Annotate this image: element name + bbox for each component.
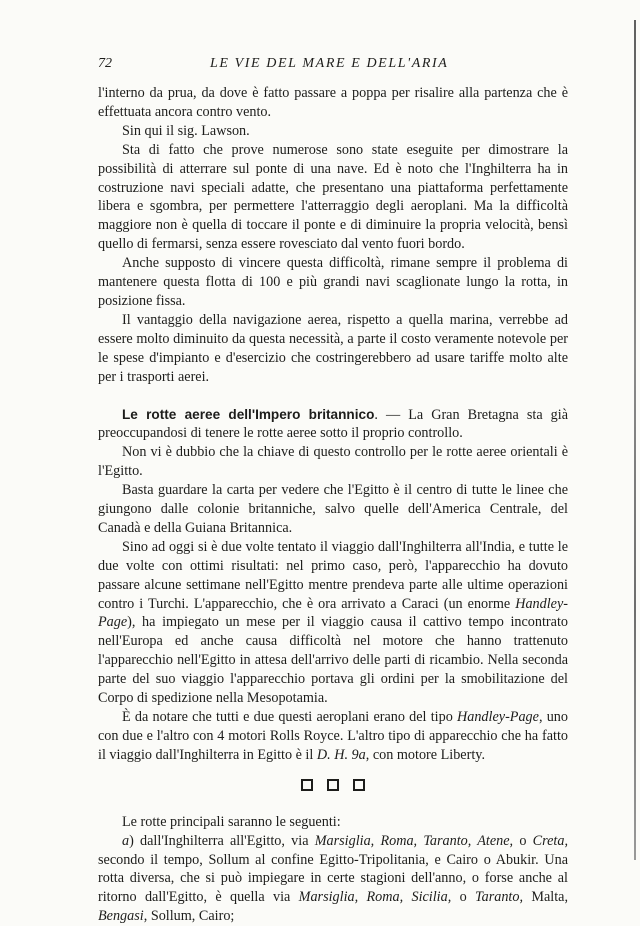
italic-run: Creta, bbox=[532, 832, 568, 849]
text-run: o bbox=[513, 832, 533, 849]
text-run: , con motore Liberty. bbox=[365, 746, 485, 763]
square-ornament-icon bbox=[353, 779, 365, 791]
text-run: ), ha impiegato un mese per il viaggio causa il cattivo tempo incontrato nell'Europa ed anche causa difficoltà nel motore che hanno trattenuto l'apparecchio nell'Egitto in attesa dell'arrivo delle parti di ricambio. Nella seconda parte del suo viaggio l'apparecchio portava gli ordini per la smobilitazione del Corpo di spedizione nella Mesopotamia. bbox=[98, 614, 568, 707]
italic-run: Marsiglia, Roma, Taranto, Atene, bbox=[314, 832, 514, 849]
paragraph: Anche supposto di vincere questa difficoltà, rimane sempre il problema di mantenere questa flotta di 100 e più grandi navi scaglionate lungo la rotta, in posizione fissa. bbox=[98, 255, 568, 309]
paragraph bbox=[98, 538, 568, 708]
italic-run: Bengasi bbox=[98, 908, 144, 925]
italic-run: Marsiglia, Roma, Sicilia, bbox=[298, 889, 452, 906]
text-run: ) dall'Inghilterra all'Egitto, via bbox=[129, 832, 315, 849]
paragraph: l'interno da prua, da dove è fatto passare a poppa per risalire alla partenza che è effettuata ancora contro vento. bbox=[98, 85, 568, 120]
italic-run: Handley-Page bbox=[457, 709, 539, 725]
page-edge-shadow bbox=[634, 20, 636, 860]
section-title: Le rotte aeree dell'Impero britannico bbox=[122, 406, 375, 422]
text-run: È da notare che tutti e due questi aeroplani erano del tipo bbox=[122, 709, 457, 725]
text-run: Sino ad oggi si è due volte tentato il viaggio dall'Inghilterra all'India, e tutte le due volte con ottimi risultati: nel primo caso, però, l'apparecchio ha dovuto passare alcune settimane nell'Egitto mentre prendeva parte alle ultime operazioni contro i Turchi. L'apparecchio, che è ora arrivato a Caraci (un enorme bbox=[98, 538, 568, 612]
page-body bbox=[98, 84, 568, 926]
italic-run: Handley-Page bbox=[98, 595, 568, 631]
paragraph bbox=[98, 708, 568, 765]
running-title: LE VIE DEL MARE E DELL'ARIA bbox=[210, 56, 449, 71]
route-label: a bbox=[122, 832, 130, 849]
paragraph: Basta guardare la carta per vedere che l'Egitto è il centro di tutte le linee che giungono dalle colonie britanniche, salvo quelle dell'America Centrale, del Canadà e della Guiana Britannica. bbox=[98, 482, 568, 536]
italic-run: Taranto, bbox=[475, 889, 524, 906]
text-run: , uno con due e l'altro con 4 motori Rolls Royce. L'altro tipo di apparecchio che ha fatto il viaggio dall'Inghilterra in Egitto è il bbox=[98, 709, 568, 763]
routes-list bbox=[98, 813, 568, 926]
square-ornament-icon bbox=[327, 779, 339, 791]
routes-intro: Le rotte principali saranno le seguenti: bbox=[122, 813, 341, 830]
paragraph: Non vi è dubbio che la chiave di questo controllo per le rotte aeree orientali è l'Egitto. bbox=[98, 444, 568, 480]
route-item bbox=[98, 832, 568, 926]
text-run: , Sollum, Cairo; bbox=[143, 908, 235, 925]
paragraph: Sta di fatto che prove numerose sono state eseguite per dimostrare la possibilità di atterrare sul ponte di una nave. Ed è noto che l'Inghilterra ha in costruzione navi speciali adatte, che presentano una piattaforma perfettamente libera e sgombra, per permettere l'atterraggio degli aeroplani. Ma la difficoltà maggiore non è quella di toccare il ponte e di diminuire la propria velocità, bensì quello di fermarsi, senza essere rovesciato dal vento fuori bordo. bbox=[98, 141, 568, 253]
italic-run: D. H. 9a bbox=[316, 746, 366, 763]
text-run: o bbox=[451, 889, 476, 906]
text-run: secondo il tempo, Sollum al confine Egitto-Tripolitania, e Cairo o Abukir. Una rotta diversa, che si può impiegare in certe stagioni dell'anno, o forse anche al ritorno dall'Egitto, è quella via bbox=[98, 851, 568, 906]
page-number: 72 bbox=[98, 56, 112, 71]
paragraph: Sin qui il sig. Lawson. bbox=[122, 122, 250, 139]
text-run: Malta, bbox=[523, 889, 569, 906]
square-ornament-icon bbox=[301, 779, 313, 791]
section-paragraph bbox=[98, 406, 568, 444]
section-ornament bbox=[98, 779, 568, 791]
section-lead: . — La Gran Bretagna sta già preoccupandosi di tenere le rotte aeree sotto il proprio controllo. bbox=[98, 406, 568, 442]
paragraph: Il vantaggio della navigazione aerea, rispetto a quella marina, verrebbe ad essere molto diminuito da questa necessità, a parte il costo veramente notevole per le spese d'impianto e d'esercizio che costringerebbero ad usare tariffe molto alte per i trasporti aerei. bbox=[98, 311, 568, 385]
